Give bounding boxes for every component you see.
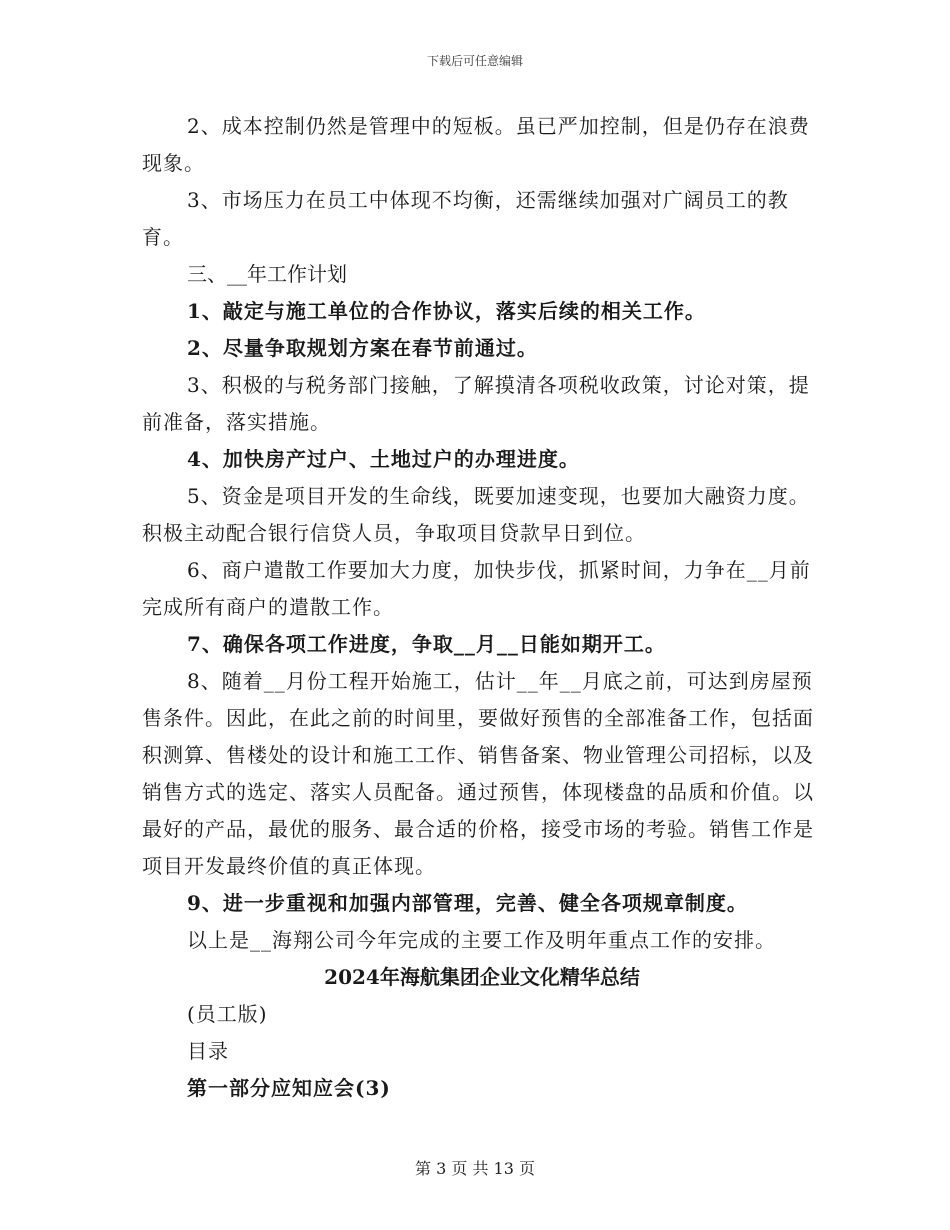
paragraph: 3、市场压力在员工中体现不均衡，还需继续加强对广阔员工的教育。 xyxy=(142,188,789,249)
paragraph: 1、敲定与施工单位的合作协议，落实后续的相关工作。 xyxy=(187,299,706,323)
page-footer: 第 3 页 共 13 页 xyxy=(415,1159,535,1178)
paragraph: 以上是__海翔公司今年完成的主要工作及明年重点工作的安排。 xyxy=(187,928,776,952)
subtitle: (员工版) xyxy=(187,1002,268,1026)
toc-heading: 目录 xyxy=(187,1039,229,1063)
paragraph: 2、尽量争取规划方案在春节前通过。 xyxy=(187,336,538,360)
document-title: 2024年海航集团企业文化精华总结 xyxy=(324,965,640,989)
paragraph: 8、随着__月份工程开始施工，估计__年__月底之前，可达到房屋预售条件。因此，在此之前的时间里，要做好预售的全部准备工作，包括面积测算、售楼处的设计和施工工作、销售备案、物业管理公司招标，以及销售方式的选定、落实人员配备。通过预售，体现楼盘的品质和价值。以最好的产品，最优的服务、最合适的价格，接受市场的考验。销售工作是项目开发最终价值的真正体现。 xyxy=(142,669,814,878)
toc-item: 第一部分应知应会(3) xyxy=(187,1076,391,1100)
paragraph: 5、资金是项目开发的生命线，既要加速变现，也要加大融资力度。积极主动配合银行信贷人员，争取项目贷款早日到位。 xyxy=(142,484,810,545)
paragraph: 2、成本控制仍然是管理中的短板。虽已严加控制，但是仍存在浪费现象。 xyxy=(142,114,810,175)
page-header: 下载后可任意编辑 xyxy=(426,54,523,68)
paragraph: 4、加快房产过户、土地过户的办理进度。 xyxy=(187,447,580,471)
section-heading: 三、__年工作计划 xyxy=(187,262,347,286)
paragraph: 7、确保各项工作进度，争取__月__日能如期开工。 xyxy=(187,632,666,656)
document-body xyxy=(142,108,822,1107)
paragraph: 3、积极的与税务部门接触，了解摸清各项税收政策，讨论对策，提前准备，落实措施。 xyxy=(142,373,810,434)
paragraph: 9、进一步重视和加强内部管理，完善、健全各项规章制度。 xyxy=(187,891,748,915)
paragraph: 6、商户遣散工作要加大力度，加快步伐，抓紧时间，力争在__月前完成所有商户的遣散工作。 xyxy=(142,558,811,619)
